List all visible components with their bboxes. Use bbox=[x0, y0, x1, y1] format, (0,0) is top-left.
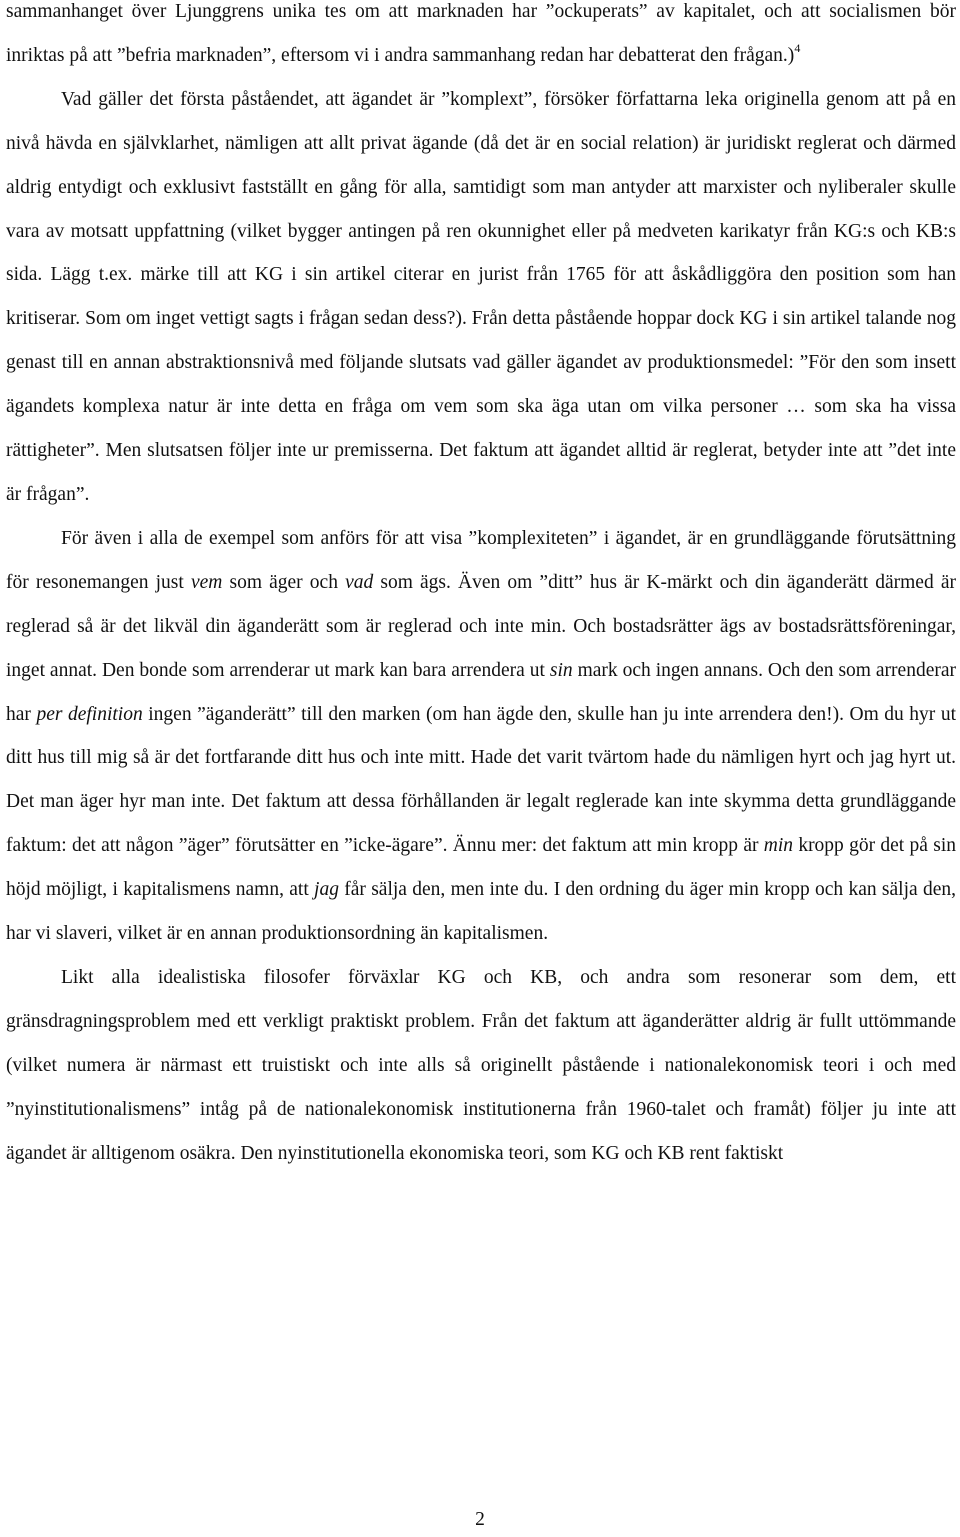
emphasized-text: vem bbox=[190, 571, 223, 593]
document-page bbox=[6, 0, 956, 1175]
page-number: 2 bbox=[475, 1509, 485, 1530]
text-run: ingen ”äganderätt” till den marken (om han ägde den, skulle han ju inte arrendera den!). Om du hyr ut ditt hus till mig så är det fortfarande ditt hus och inte mitt. Hade det varit tvärtom hade du nämligen hyrt och jag hyrt ut. Det man äger hyr man inte. Det faktum att dessa förhållanden är legalt reglerade kan inte skymma detta grundläggande faktum: det att någon ”äger” förutsätter en ”icke-ägare”. Ännu mer: det faktum att min kropp är bbox=[6, 703, 956, 857]
emphasized-text: vad bbox=[345, 571, 374, 593]
emphasized-text: min bbox=[763, 835, 794, 857]
text-run: kropp gör det på sin höjd möjligt, i kapitalismens namn, att bbox=[6, 835, 956, 901]
paragraph bbox=[6, 78, 956, 517]
paragraph bbox=[6, 0, 956, 78]
text-run: För även i alla de exempel som anförs för att visa ”komplexiteten” i ägandet, är en grundläggande förutsättning för resonemangen just bbox=[6, 527, 956, 593]
footnote-reference: 4 bbox=[794, 40, 801, 55]
document-body bbox=[6, 0, 956, 1175]
emphasized-text: per definition bbox=[36, 703, 143, 725]
text-run: får sälja den, men inte du. I den ordning du äger min kropp och kan sälja den, har vi slaveri, vilket är en annan produktionsordning än kapitalismen. bbox=[6, 879, 956, 945]
text-run: som äger och bbox=[222, 571, 346, 593]
emphasized-text: sin bbox=[549, 659, 573, 681]
text-run: sammanhanget över Ljunggrens unika tes om att marknaden har ”ockuperats” av kapitalet, och att socialismen bör inriktas på att ”befria marknaden”, eftersom vi i andra sammanhang redan har debatterat den frågan.) bbox=[6, 1, 956, 66]
text-run: som ägs. Även om ”ditt” hus är K-märkt och din äganderätt därmed är reglerad så är det likväl din äganderätt som är reglerad och inte min. Och bostadsrätter ägs av bostadsrättsföreningar, inget annat. Den bonde som arrenderar ut mark kan bara arrendera ut bbox=[6, 571, 956, 681]
text-run: Vad gäller det första påståendet, att ägandet är ”komplext”, försöker författarna leka originella genom att på en nivå hävda en självklarhet, nämligen att allt privat ägande (då det är en social relation) är juridiskt reglerat och därmed aldrig entydigt och exklusivt fastställt en gång för alla, samtidigt som man antyder att marxister och nyliberaler skulle vara av motsatt uppfattning (vilket bygger antingen på ren okunnighet eller på medveten karikatyr från KG:s och KB:s sida. Lägg t.ex. märke till att KG i sin artikel citerar en jurist från 1765 för att åskådliggöra den position som han kritiserar. Som om inget vettigt sagts i frågan sedan dess?). Från detta påstående hoppar dock KG i sin artikel talande nog genast till en annan abstraktionsnivå med följande slutsats vad gäller ägandet av produktionsmedel: ”För den som insett ägandets komplexa natur är inte detta en fråga om vem som ska äga utan om vilka personer … som ska ha vissa rättigheter”. Men slutsatsen följer inte ur premisserna. Det faktum att ägandet alltid är reglerat, betyder inte att ”det inte är frågan”. bbox=[6, 88, 956, 505]
emphasized-text: jag bbox=[314, 879, 339, 901]
text-run: Likt alla idealistiska filosofer förväxlar KG och KB, och andra som resonerar som dem, ett gränsdragningsproblem med ett verkligt praktiskt problem. Från det faktum att äganderätter aldrig är fullt uttömmande (vilket numera är närmast ett truistiskt och inte alls så originellt påstående i nationalekonomisk teori i och med ”nyinstitutionalismens” intåg på de nationalekonomisk institutionerna från 1960-talet och framåt) följer ju inte att ägandet är alltigenom osäkra. Den nyinstitutionella ekonomiska teori, som KG och KB rent faktiskt bbox=[6, 966, 956, 1164]
paragraph bbox=[6, 517, 956, 956]
text-run: mark och ingen annans. Och den som arrenderar har bbox=[6, 659, 956, 725]
paragraph bbox=[6, 956, 956, 1176]
